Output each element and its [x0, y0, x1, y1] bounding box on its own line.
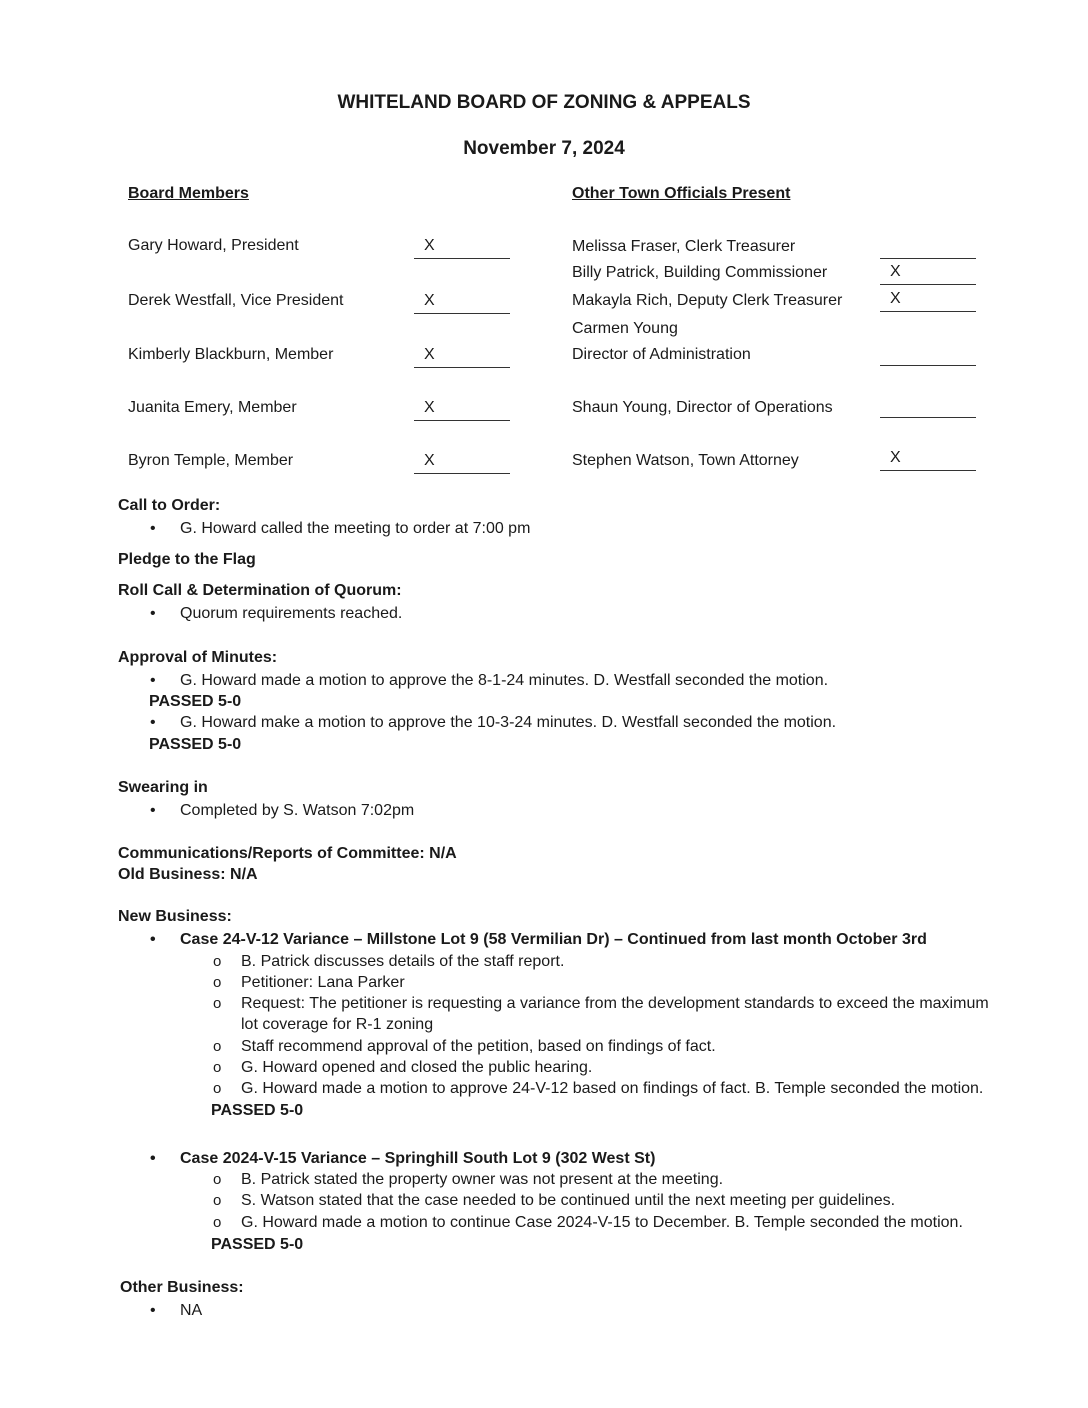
list-item: o B. Patrick discusses details of the staff report.: [241, 953, 564, 971]
official-attendance-mark: [880, 237, 976, 259]
list-item: • G. Howard made a motion to approve the 8-1-24 minutes. D. Westfall seconded the motion.: [180, 672, 828, 690]
official-attendance-mark: X: [880, 290, 976, 312]
member-attendance-mark: X: [414, 452, 510, 474]
board-members-heading: Board Members: [128, 185, 249, 202]
member-name: Juanita Emery, Member: [128, 399, 297, 416]
list-item: o Petitioner: Lana Parker: [241, 974, 405, 992]
case-title: • Case 2024-V-15 Variance – Springhill South Lot 9 (302 West St): [180, 1150, 655, 1168]
other-business-heading: Other Business:: [120, 1279, 244, 1296]
list-item: o S. Watson stated that the case needed to be continued until the next meeting per guidelines.: [241, 1192, 895, 1210]
vote-result: PASSED 5-0: [211, 1236, 304, 1253]
official-name: Stephen Watson, Town Attorney: [572, 452, 799, 469]
official-name: Carmen Young: [572, 320, 678, 337]
vote-result: PASSED 5-0: [211, 1102, 304, 1119]
list-item: o Staff recommend approval of the petition, based on findings of fact.: [241, 1038, 716, 1056]
official-name: Billy Patrick, Building Commissioner: [572, 264, 828, 281]
pledge-heading: Pledge to the Flag: [118, 551, 256, 568]
list-item: o B. Patrick stated the property owner was not present at the meeting.: [241, 1171, 723, 1189]
member-attendance-mark: X: [414, 237, 510, 259]
official-attendance-mark: [880, 344, 976, 366]
vote-result: PASSED 5-0: [149, 736, 242, 753]
official-attendance-mark: X: [880, 263, 976, 285]
swearing-heading: Swearing in: [118, 779, 208, 796]
list-item: o G. Howard opened and closed the public hearing.: [241, 1059, 592, 1077]
official-attendance-mark: X: [880, 449, 976, 471]
old-business-line: Old Business: N/A: [118, 866, 258, 883]
meeting-date: November 7, 2024: [463, 138, 625, 159]
minutes-heading: Approval of Minutes:: [118, 649, 278, 666]
member-name: Byron Temple, Member: [128, 452, 294, 469]
vote-result: PASSED 5-0: [149, 693, 242, 710]
member-name: Derek Westfall, Vice President: [128, 292, 344, 309]
official-name: Shaun Young, Director of Operations: [572, 399, 833, 416]
roll-call-heading: Roll Call & Determination of Quorum:: [118, 582, 402, 599]
member-attendance-mark: X: [414, 399, 510, 421]
list-item: o G. Howard made a motion to continue Case 2024-V-15 to December. B. Temple seconded the motion.: [241, 1214, 963, 1232]
list-item: • NA: [180, 1302, 202, 1320]
list-item: • Quorum requirements reached.: [180, 605, 402, 623]
list-item: • G. Howard make a motion to approve the 10-3-24 minutes. D. Westfall seconded the motion.: [180, 714, 836, 732]
official-title: Director of Administration: [572, 346, 751, 363]
official-name: Makayla Rich, Deputy Clerk Treasurer: [572, 292, 843, 309]
new-business-heading: New Business:: [118, 908, 232, 925]
official-attendance-mark: [880, 396, 976, 418]
member-name: Gary Howard, President: [128, 237, 299, 254]
call-to-order-heading: Call to Order:: [118, 497, 221, 514]
list-item: o Request: The petitioner is requesting a variance from the development standards to exceed the maximum: [241, 995, 989, 1013]
case-title: • Case 24-V-12 Variance – Millstone Lot 9 (58 Vermilian Dr) – Continued from last month October 3rd: [180, 931, 927, 949]
list-item: • Completed by S. Watson 7:02pm: [180, 802, 414, 820]
member-name: Kimberly Blackburn, Member: [128, 346, 334, 363]
member-attendance-mark: X: [414, 346, 510, 368]
list-item-continuation: lot coverage for R-1 zoning: [241, 1016, 434, 1033]
list-item: o G. Howard made a motion to approve 24-V-12 based on findings of fact. B. Temple seconded the motion.: [241, 1080, 983, 1098]
official-name: Melissa Fraser, Clerk Treasurer: [572, 238, 796, 255]
document-title: WHITELAND BOARD OF ZONING & APPEALS: [337, 92, 751, 113]
communications-line: Communications/Reports of Committee: N/A: [118, 845, 457, 862]
list-item: • G. Howard called the meeting to order at 7:00 pm: [180, 520, 530, 538]
officials-heading: Other Town Officials Present: [572, 185, 791, 202]
member-attendance-mark: X: [414, 292, 510, 314]
